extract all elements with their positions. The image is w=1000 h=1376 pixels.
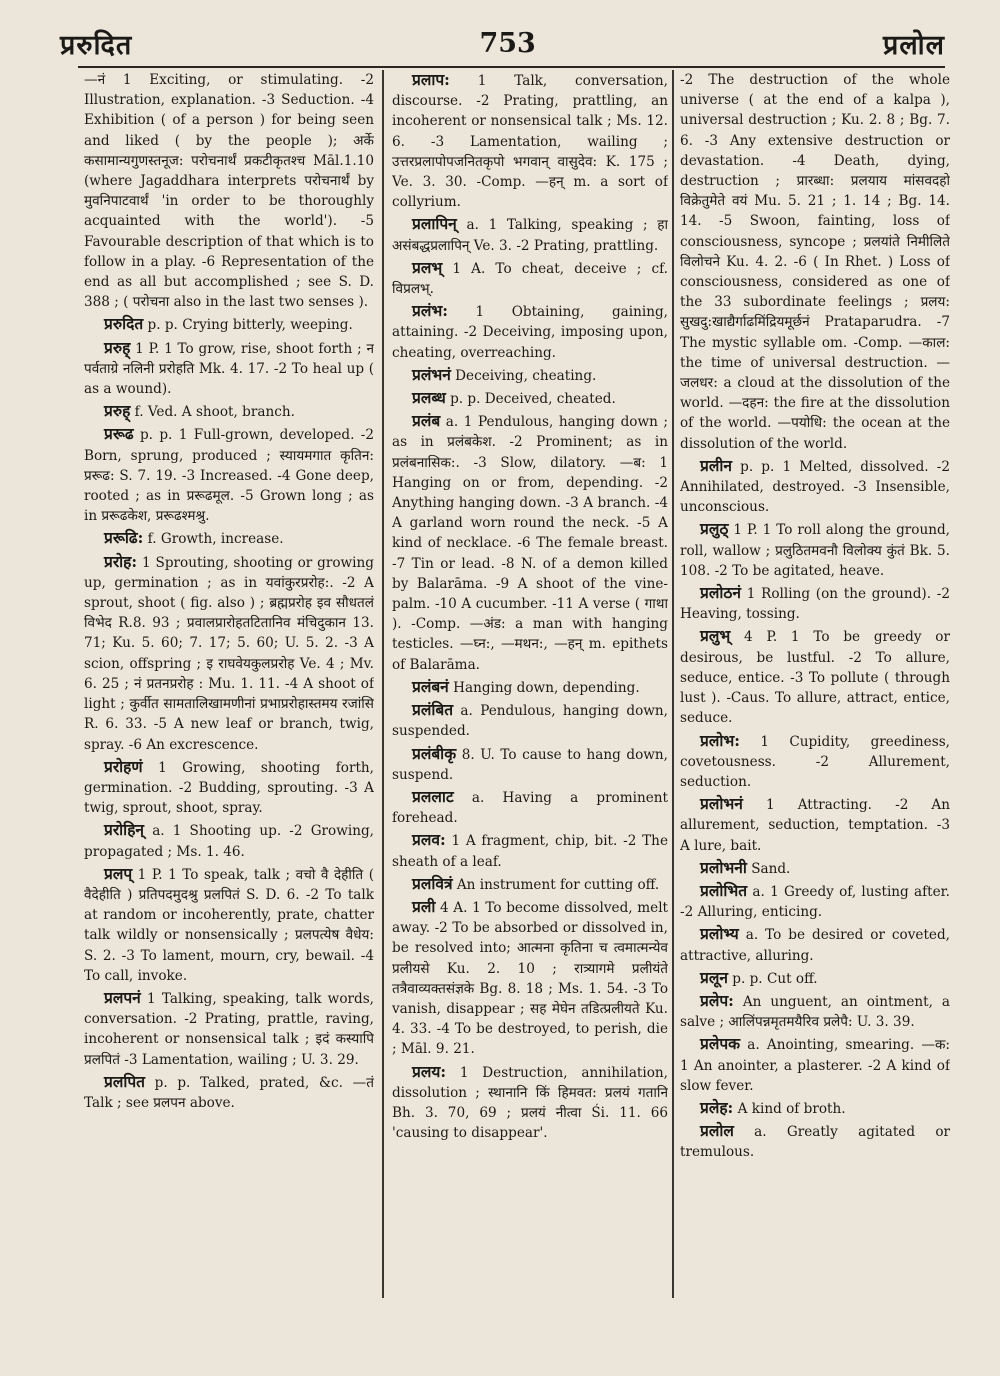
entry-definition: 1 Growing, shooting forth, germination. -2 Budding, sprouting. -3 A twig, sprout, shoot, spray. bbox=[84, 759, 374, 817]
entry-headword: प्रलंबनं bbox=[412, 676, 449, 696]
entry-definition: 1 A fragment, chip, bit. -2 The sheath of a leaf. bbox=[392, 833, 668, 870]
dictionary-entry bbox=[392, 301, 668, 363]
entry-definition: 1 P. 1 To roll along the ground, roll, wallow ; प्रलुठितमवनौ विलोक्य कुंतं Bk. 5. 108. -2 To be agitated, heave. bbox=[680, 522, 950, 579]
entry-headword: प्रलोठनं bbox=[700, 583, 741, 603]
dictionary-entry bbox=[680, 881, 950, 922]
page-header bbox=[60, 22, 945, 64]
entry-definition: 1 Talk, conversation, discourse. -2 Prating, prattling, an incoherent or nonsensical talk ; Ms. 12. 6. -3 Lamentation, wailing ; उत्तरप्रलापोपजनितकृपो भगवान् वासुदेव: K. 175 ; Ve. 3. 30. -Comp. —हन् m. a sort of collyrium. bbox=[392, 73, 668, 211]
entry-headword: प्ररूढ bbox=[104, 424, 134, 444]
entry-definition: 1 Attracting. -2 An allurement, seduction, temptation. -3 A lure, bait. bbox=[680, 797, 950, 854]
dictionary-entry bbox=[392, 744, 668, 785]
entry-definition: 4 A. 1 To become dissolved, melt away. -2 To be absorbed or dissolved in, be resolved into; आत्मना कृतिना च त्वमात्मन्येव प्रलीयसे Ku. 2. 10 ; रात्र्यागमे प्रलीयंते तत्रैवाव्यक्तसंज्ञके Bg. 8. 18 ; Ms. 1. 54. -3 To vanish, disappear ; सह मेघेन तडित्प्रलीयते Ku. 4. 33. -4 To be destroyed, to perish, die ; Māl. 9. 21. bbox=[392, 899, 668, 1058]
dictionary-entry bbox=[392, 830, 668, 871]
dictionary-entry bbox=[84, 988, 374, 1070]
entry-definition: 1 Destruction, annihilation, dissolution ; स्थानानि किं हिमवत: प्रलयं गतानि Bh. 3. 70, 69 ; प्रलयं नीत्वा Śi. 11. 66 'causing to disappear'. bbox=[392, 1064, 668, 1142]
entry-headword: प्रली bbox=[412, 896, 436, 916]
entry-definition: p. p. 1 Full-grown, developed. -2 Born, sprung, produced ; स्यायमगात कृतिन: प्ररूढ: S. 7. 19. -3 Increased. -4 Gone deep, rooted ; as in प्ररूढमूल. -5 Grown long ; as in प्ररूढकेश, प्ररूढश्मश्रु. bbox=[84, 427, 374, 525]
dictionary-entry bbox=[680, 968, 950, 989]
entry-definition: a. 1 Shooting up. -2 Growing, propagated ; Ms. 1. 46. bbox=[84, 823, 374, 860]
entry-headword: प्रलेप: bbox=[700, 990, 734, 1010]
entry-headword: प्ररुदित bbox=[104, 314, 144, 334]
entry-headword: प्रलप् bbox=[104, 863, 133, 883]
entry-headword: प्रलेह: bbox=[700, 1097, 734, 1117]
entry-definition: Sand. bbox=[751, 860, 791, 877]
entry-headword: प्रलंबीकृ bbox=[412, 743, 457, 763]
entry-definition: Hanging down, depending. bbox=[453, 679, 640, 696]
column-divider bbox=[672, 70, 674, 1298]
dictionary-entry bbox=[392, 874, 668, 895]
entry-definition: p. p. Cut off. bbox=[732, 970, 818, 987]
entry-definition: f. Growth, increase. bbox=[147, 531, 284, 548]
entry-headword: प्रलोल bbox=[700, 1121, 734, 1141]
entry-definition: a. Pendulous, hanging down, suspended. bbox=[392, 703, 668, 740]
entry-definition: a. Anointing, smearing. —क: 1 An anointer, a plasterer. -2 A kind of slow fever. bbox=[680, 1037, 950, 1094]
dictionary-entry bbox=[680, 991, 950, 1032]
dictionary-entry bbox=[392, 1062, 668, 1144]
entry-headword: प्रलपित bbox=[104, 1071, 145, 1091]
dictionary-entry bbox=[680, 519, 950, 581]
dictionary-entry bbox=[392, 70, 668, 212]
column-2 bbox=[392, 70, 668, 1298]
dictionary-entry bbox=[680, 70, 950, 454]
dictionary-entry bbox=[680, 924, 950, 965]
entry-headword: प्रलुभ् bbox=[700, 626, 731, 646]
entry-headword: प्ररुह् bbox=[104, 337, 131, 357]
dictionary-entry bbox=[392, 388, 668, 409]
entry-headword: प्रलंभ: bbox=[412, 301, 448, 321]
entry-headword: प्रलुठ् bbox=[700, 519, 729, 539]
dictionary-entry bbox=[392, 677, 668, 698]
entry-headword: प्रलीन bbox=[700, 455, 732, 475]
column-divider bbox=[382, 70, 384, 1298]
dictionary-entry bbox=[680, 626, 950, 728]
header-right-word: प्रलोल bbox=[883, 29, 945, 61]
entry-headword: प्रलाप: bbox=[412, 70, 450, 89]
entry-headword: प्रलोभित bbox=[700, 880, 748, 900]
entry-headword: प्ररुह् bbox=[104, 401, 131, 421]
entry-headword: प्रलव: bbox=[412, 830, 446, 850]
entry-definition: a. 1 Greedy of, lusting after. -2 Alluring, enticing. bbox=[680, 883, 950, 921]
entry-definition: p. p. Deceived, cheated. bbox=[450, 391, 616, 408]
entry-definition: 1 P. 1 To speak, talk ; वचो वै देहीति ( वैदेहीति ) प्रतिपदमुदश्रु प्रलपितं S. D. 6. -2 To talk at random or incoherently, prate, chatter talk wildly or nonsensically ; प्रलपत्येष वैधेय: S. 2. -3 To lament, mourn, cry, bewail. -4 To call, invoke. bbox=[84, 866, 374, 984]
dictionary-entry bbox=[392, 214, 668, 255]
entry-definition: a. 1 Pendulous, hanging down ; as in प्रलंबकेश. -2 Prominent; as in प्रलंबनासिक:. -3 Slow, dilatory. —ब: 1 Hanging on or from, depending. -2 Anything hanging down. -3 A branch. -4 A garland worn round the neck. -5 A kind of necklace. -6 The female breast. -7 Tin or lead. -8 N. of a demon killed by Balarāma. -9 A shoot of the vine-palm. -10 A cucumber. -11 A verse ( गाथा ). -Comp. —अंड: a man with hanging testicles. —घ्न:, —मथन:, —हन् m. epithets of Balarāma. bbox=[392, 414, 668, 673]
entry-headword: प्रलोभनी bbox=[700, 857, 747, 877]
dictionary-entry bbox=[680, 794, 950, 856]
column-1 bbox=[84, 70, 374, 1298]
entry-definition: a. Having a prominent forehead. bbox=[392, 789, 668, 827]
dictionary-entry bbox=[680, 1098, 950, 1119]
entry-definition: a. To be desired or coveted, attractive, alluring. bbox=[680, 927, 950, 964]
entry-headword: प्रलय: bbox=[412, 1061, 447, 1081]
dictionary-entry bbox=[680, 731, 950, 793]
dictionary-entry bbox=[84, 314, 374, 335]
entry-definition: 1 Talking, speaking, talk words, conversation. -2 Prating, prattle, raving, incoherent or nonsensical talk ; इदं कस्यापि प्रलपितं -3 Lamentation, wailing ; U. 3. 29. bbox=[84, 990, 374, 1068]
dictionary-entry bbox=[84, 757, 374, 819]
dictionary-entry bbox=[680, 1034, 950, 1096]
dictionary-entry bbox=[84, 70, 374, 312]
dictionary-entry bbox=[680, 583, 950, 624]
dictionary-entry bbox=[680, 1121, 950, 1162]
entry-definition: A kind of broth. bbox=[737, 1100, 846, 1117]
dictionary-entry bbox=[84, 1072, 374, 1113]
dictionary-entry bbox=[392, 700, 668, 741]
entry-definition: p. p. Crying bitterly, weeping. bbox=[147, 317, 353, 334]
entry-headword: प्रललाट bbox=[412, 786, 454, 806]
entry-headword: प्रलोभ्य bbox=[700, 924, 739, 944]
entry-definition: f. Ved. A shoot, branch. bbox=[134, 404, 295, 421]
dictionary-entry bbox=[84, 528, 374, 549]
entry-headword: प्रलोभ: bbox=[700, 730, 740, 750]
dictionary-entry bbox=[84, 864, 374, 986]
entry-definition: 1 Sprouting, shooting or growing up, germination ; as in यवांकुरप्ररोह:. -2 A sprout, shoot ( fig. also ) ; ब्रह्मप्ररोह इव सौधतलं विभेद R.8. 93 ; प्रवालप्रारोहतटितानिव मंचिदुकान 13. 71; Ku. 5. 60; 7. 17; 5. 60; U. 5. 2. -3 A scion, offspring ; इ राघवेयकुलप्ररोह Ve. 4 ; Mv. 6. 25 ; नं प्रतनप्ररोह : Mu. 1. 11. -4 A shoot of light ; कुर्वीत सामतालिखामणीनां प्रभाप्ररोहास्तमय रजांसि R. 6. 33. -5 A new leaf or branch, twig, spray. -6 An excrescence. bbox=[84, 554, 374, 753]
entry-headword: प्रलोभनं bbox=[700, 794, 743, 814]
entry-headword: प्रलंब bbox=[412, 411, 441, 431]
column-3 bbox=[680, 70, 950, 1298]
entry-definition: 8. U. To cause to hang down, suspend. bbox=[392, 746, 668, 783]
entry-headword: प्रलापिन् bbox=[412, 214, 457, 234]
entry-headword: प्रलब्ध bbox=[412, 388, 446, 408]
entry-headword: प्रलून bbox=[700, 967, 728, 987]
dictionary-entry bbox=[392, 258, 668, 299]
dictionary-entry bbox=[84, 401, 374, 422]
dictionary-entry bbox=[84, 552, 374, 755]
entry-definition: p. p. Talked, prated, &c. —तं Talk ; see प्रलपन above. bbox=[84, 1074, 374, 1111]
dictionary-entry bbox=[680, 858, 950, 879]
entry-definition: a. 1 Talking, speaking ; हा असंबद्धप्रलापिन् Ve. 3. -2 Prating, prattling. bbox=[392, 217, 668, 254]
entry-headword: प्ररोह: bbox=[104, 551, 138, 571]
entry-definition: Deceiving, cheating. bbox=[455, 367, 597, 384]
entry-definition: An unguent, an ointment, a salve ; आलिंपन्नमृतमयैरिव प्रलेपै: U. 3. 39. bbox=[680, 993, 950, 1031]
entry-definition: a. Greatly agitated or tremulous. bbox=[680, 1124, 950, 1161]
dictionary-entry bbox=[84, 338, 374, 400]
dictionary-entry bbox=[392, 787, 668, 828]
entry-definition: 1 A. To cheat, deceive ; cf. विप्रलभ्. bbox=[392, 260, 668, 298]
header-left-word: प्ररुदित bbox=[60, 29, 133, 61]
entry-definition: 1 Cupidity, greediness, covetousness. -2 Allurement, seduction. bbox=[680, 733, 950, 790]
dictionary-entry bbox=[84, 424, 374, 526]
entry-definition: —नं 1 Exciting, or stimulating. -2 Illustration, explanation. -3 Seduction. -4 Exhibition ( of a person ) for being seen and liked ( by the people ); अर्के कसामान्यगुणस्तनूज: परोचनार्थं प्रकटीकृतश्च Māl.1.10 (where Jagaddhara interprets परोचनार्थं by मुवनिपाटवार्थं 'in order to be thoroughly acquainted with the world'). -5 Favourable description of that which is to follow in a play. -6 Representation of the end as all but accomplished ; see S. D. 388 ; ( परोचना also in the last two senses ). bbox=[84, 72, 374, 311]
entry-headword: प्रलेपक bbox=[700, 1034, 741, 1054]
entry-definition: 1 P. 1 To grow, rise, shoot forth ; न पर्वताग्रे नलिनी प्ररोहति Mk. 4. 17. -2 To heal up ( as a wound). bbox=[84, 340, 374, 398]
entry-headword: प्रलपनं bbox=[104, 987, 141, 1007]
entry-headword: प्रलभ् bbox=[412, 257, 443, 277]
entry-definition: 1 Rolling (on the ground). -2 Heaving, tossing. bbox=[680, 586, 950, 623]
entry-definition: -2 The destruction of the whole universe ( at the end of a kalpa ), universal destruction ; Ku. 2. 8 ; Bg. 7. 6. -3 Any extensive destruction or devastation. -4 Death, dying, destruction ; प्रारब्धा: प्रलयाय मांसवदहो विक्रेतुमेते वयं Mu. 5. 21 ; 1. 14 ; Bg. 14. 14. -5 Swoon, fainting, loss of consciousness, syncope ; प्रलयांते निमीलिते विलोचने Ku. 4. 2. -6 ( In Rhet. ) Loss of consciousness, considered as one of the 33 subordinate feelings ; प्रलय: सुखदु:खाद्यैर्गाढमिंद्रियमूर्छनं Prataparudra. -7 The mystic syllable om. -Comp. —काल: the time of universal destruction. —जलधर: a cloud at the dissolution of the world. —दहन: the fire at the dissolution of the world. —पयोधि: the ocean at the dissolution of the world. bbox=[680, 72, 950, 452]
entry-definition: An instrument for cutting off. bbox=[456, 876, 660, 893]
dictionary-entry bbox=[680, 456, 950, 518]
dictionary-entry bbox=[392, 411, 668, 675]
entry-headword: प्रलंभनं bbox=[412, 364, 451, 384]
dictionary-entry bbox=[392, 365, 668, 386]
dictionary-entry bbox=[392, 897, 668, 1060]
page-number: 753 bbox=[479, 27, 536, 59]
entry-definition: 1 Obtaining, gaining, attaining. -2 Deceiving, imposing upon, cheating, overreaching. bbox=[392, 304, 668, 361]
entry-headword: प्ररूढि: bbox=[104, 528, 144, 548]
dictionary-entry bbox=[84, 820, 374, 861]
entry-headword: प्ररोहिन् bbox=[104, 820, 145, 840]
entry-definition: 4 P. 1 To be greedy or desirous, be lustful. -2 To allure, seduce, entice. -3 To pollute ( through lust ). -Caus. To allure, attract, entice, seduce. bbox=[680, 629, 950, 727]
header-rule bbox=[78, 66, 945, 68]
entry-definition: p. p. 1 Melted, dissolved. -2 Annihilated, destroyed. -3 Insensible, unconscious. bbox=[680, 458, 950, 516]
entry-headword: प्रलवित्रं bbox=[412, 873, 453, 893]
entry-headword: प्रलंबित bbox=[412, 700, 454, 720]
entry-headword: प्ररोहणं bbox=[104, 756, 143, 776]
